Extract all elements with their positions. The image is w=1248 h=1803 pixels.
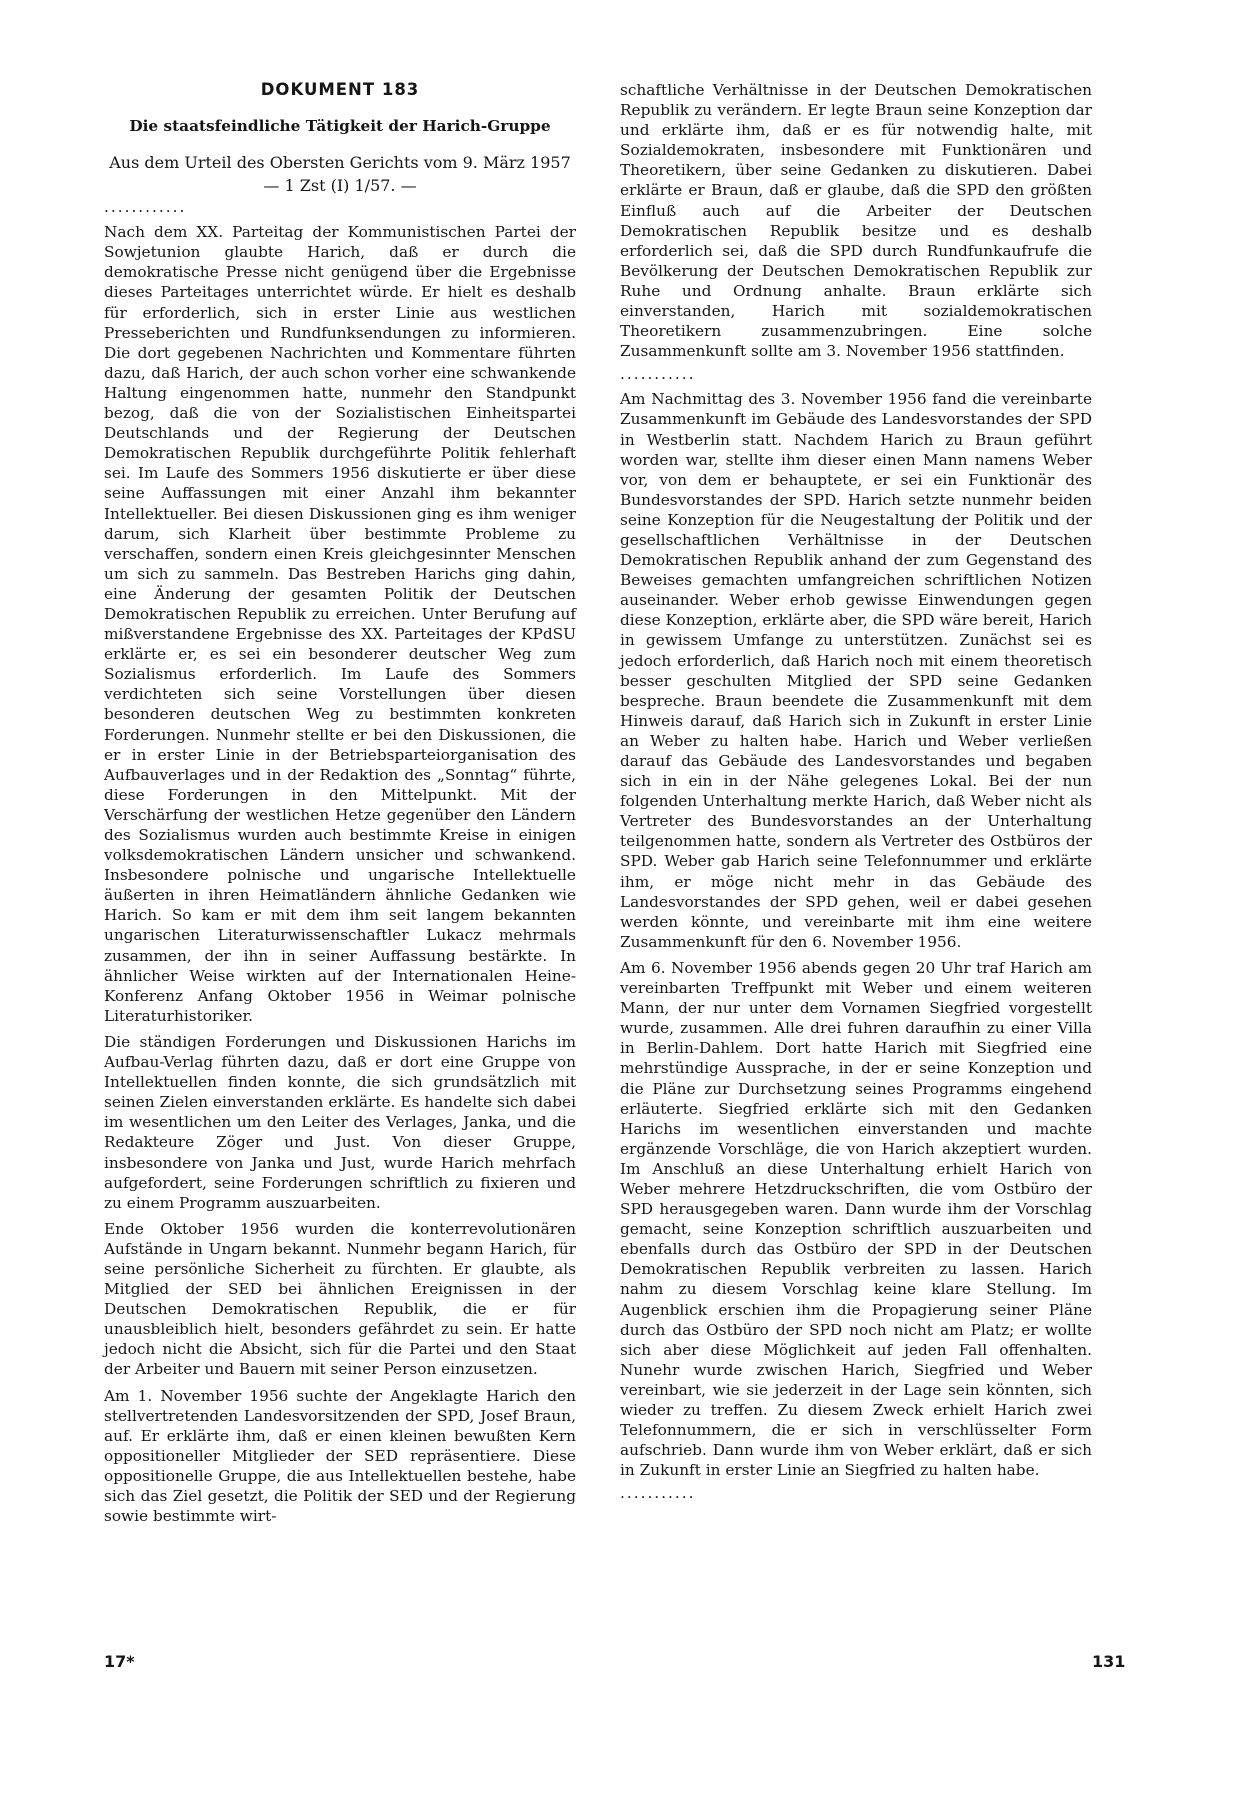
document-subtitle: Die staatsfeindliche Tätigkeit der Harich-Gruppe xyxy=(129,117,551,136)
paragraph-continuation: schaftliche Verhältnisse in der Deutschen Demokratischen Republik zu verändern. Er legte Braun seine Konzeption dar und erklärte ihm, daß er es für notwendig halte, mit Sozialdemokraten, insbesondere mit Funktionären und Theoretikern, über seine Gedanken zu diskutieren. Dabei erklärte er Braun, daß er glaube, daß die SPD den größten Einfluß auch auf die Arbeiter der Deutschen Demokratischen Republik besitze und es deshalb erforderlich sei, daß die SPD durch Rundfunkaufrufe die Bevölkerung der Deutschen Demokratischen Republik zur Ruhe und Ordnung anhalte. Braun erklärte sich einverstanden, Harich mit sozialdemokratischen Theoretikern zusammenzubringen. Eine solche Zusammenkunft sollte am 3. November 1956 stattfinden. xyxy=(620,81,1092,361)
sheet-signature: 17* xyxy=(104,1652,135,1671)
ellipsis-divider: ............ xyxy=(104,198,187,217)
ellipsis-divider: ........... xyxy=(620,365,696,384)
source-line-2: — 1 Zst (I) 1/57. — xyxy=(263,176,417,196)
paragraph: Die ständigen Forderungen und Diskussionen Harichs im Aufbau-Verlag führten dazu, daß er dort eine Gruppe von Intellektuellen finden konnte, die sich grundsätzlich mit seinen Zielen einverstanden erklärte. Es handelte sich dabei im wesentlichen um den Leiter des Verlages, Janka, und die Redakteure Zöger und Just. Von dieser Gruppe, insbesondere von Janka und Just, wurde Harich mehrfach aufgefordert, seine Forderungen schriftlich zu fixieren und zu einem Programm auszuarbeiten. xyxy=(104,1032,576,1212)
paragraph: Ende Oktober 1956 wurden die konterrevolutionären Aufstände in Ungarn bekannt. Nunmehr begann Harich, für seine persönliche Sicherheit zu fürchten. Er glaubte, als Mitglied der SED bei ähnlichen Ereignissen in der Deutschen Demokratischen Republik, die er für unausbleiblich hielt, besonders gefährdet zu sein. Er hatte jedoch nicht die Absicht, sich für die Partei und den Staat der Arbeiter und Bauern mit seiner Person einzusetzen. xyxy=(104,1219,576,1379)
right-column xyxy=(620,80,1092,1508)
document-title: DOKUMENT 183 xyxy=(260,80,420,99)
paragraph: Nach dem XX. Parteitag der Kommunistischen Partei der Sowjetunion glaubte Harich, daß er durch die demokratische Presse nicht genügend über die Ergebnisse dieses Parteitages unterrichtet würde. Er hielt es deshalb für erforderlich, sich in erster Linie aus westlichen Presseberichten und Rundfunksendungen zu informieren. Die dort gegebenen Nachrichten und Kommentare führten dazu, daß Harich, der auch schon vorher eine schwankende Haltung eingenommen hatte, nunmehr den Standpunkt bezog, daß die von der Sozialistischen Einheitspartei Deutschlands und der Regierung der Deutschen Demokratischen Republik durchgeführte Politik fehlerhaft sei. Im Laufe des Sommers 1956 diskutierte er über diese seine Auffassungen mit einer Anzahl ihm bekannter Intellektueller. Bei diesen Diskussionen ging es ihm weniger darum, sich Klarheit über bestimmte Probleme zu verschaffen, sondern einen Kreis gleichgesinnter Menschen um sich zu sammeln. Das Bestreben Harichs ging dahin, eine Änderung der gesamten Politik der Deutschen Demokratischen Republik zu erreichen. Unter Berufung auf mißverstandene Ergebnisse des XX. Parteitages der KPdSU erklärte er, es sei ein besonderer deutscher Weg zum Sozialismus erforderlich. Im Laufe des Sommers verdichteten sich seine Vorstellungen über diesen besonderen deutschen Weg zu bestimmten konkreten Forderungen. Nunmehr stellte er bei den Diskussionen, die er in erster Linie in der Betriebsparteiorganisation des Aufbauverlages und in der Redaktion des „Sonntag“ führte, diese Forderungen in den Mittelpunkt. Mit der Verschärfung der westlichen Hetze gegenüber den Ländern des Sozialismus wurden auch bestimmte Kreise in einigen volksdemokratischen Ländern unsicher und schwankend. Insbesondere polnische und ungarische Intellektuelle äußerten in ihren Heimatländern ähnliche Gedanken wie Harich. So kam er mit dem ihm seit langem bekannten ungarischen Literaturwissenschaftler Lukacz mehrmals zusammen, der ihn in seiner Auffassung bestärkte. In ähnlicher Weise wirkten auf der Internationalen Heine-Konferenz Anfang Oktober 1956 in Weimar polnische Literaturhistoriker. xyxy=(104,223,576,1025)
paragraph: Am 1. November 1956 suchte der Angeklagte Harich den stellvertretenden Landesvorsitzenden der SPD, Josef Braun, auf. Er erklärte ihm, daß er einen kleinen bewußten Kern oppositioneller Mitglieder der SED repräsentiere. Diese oppositionelle Gruppe, die aus Intellektuellen bestehe, habe sich das Ziel gesetzt, die Politik der SED und der Regierung sowie bestimmte wirt- xyxy=(104,1386,576,1526)
page-number: 131 xyxy=(1092,1652,1126,1671)
source-line-1: Aus dem Urteil des Obersten Gerichts vom 9. März 1957 xyxy=(109,153,571,173)
paragraph: Am Nachmittag des 3. November 1956 fand die vereinbarte Zusammenkunft im Gebäude des Landesvorstandes der SPD in Westberlin statt. Nachdem Harich zu Braun geführt worden war, stellte ihm dieser einen Mann namens Weber vor, von dem er behauptete, er sei ein Funktionär des Bundesvorstandes der SPD. Harich setzte nunmehr beiden seine Konzeption für die Neugestaltung der Politik und der gesellschaftlichen Verhältnisse in der Deutschen Demokratischen Republik anhand der zum Gegenstand des Beweises gemachten umfangreichen schriftlichen Notizen auseinander. Weber erhob gewisse Einwendungen gegen diese Konzeption, erklärte aber, die SPD wäre bereit, Harich in gewissem Umfange zu unterstützen. Zunächst sei es jedoch erforderlich, daß Harich noch mit einem theoretisch besser geschulten Mitglied der SPD seine Gedanken bespreche. Braun beendete die Zusammenkunft mit dem Hinweis darauf, daß Harich sich in Zukunft in erster Linie an Weber zu halten habe. Harich und Weber verließen darauf das Gebäude des Landesvorstandes und begaben sich in ein in der Nähe gelegenes Lokal. Bei der nun folgenden Unterhaltung merkte Harich, daß Weber nicht als Vertreter des Bundesvorstandes an der Unterhaltung teilgenommen hatte, sondern als Vertreter des Ostbüros der SPD. Weber gab Harich seine Telefonnummer und erklärte ihm, er möge nicht mehr in das Gebäude des Landesvorstandes der SPD gehen, weil er dabei gesehen werden könnte, und vereinbarte mit ihm eine weitere Zusammenkunft für den 6. November 1956. xyxy=(620,390,1092,951)
left-column xyxy=(104,78,576,1532)
ellipsis-divider: ........... xyxy=(620,1484,696,1503)
paragraph: Am 6. November 1956 abends gegen 20 Uhr traf Harich am vereinbarten Treffpunkt mit Weber und einem weiteren Mann, der nur unter dem Vornamen Siegfried vorgestellt wurde, zusammen. Alle drei fuhren daraufhin zu einer Villa in Berlin-Dahlem. Dort hatte Harich mit Siegfried eine mehrstündige Aussprache, in der er seine Konzeption und die Pläne zur Durchsetzung seines Programms eingehend erläuterte. Siegfried erklärte sich mit den Gedanken Harichs im wesentlichen einverstanden und machte ergänzende Vorschläge, die von Harich akzeptiert wurden. Im Anschluß an diese Unterhaltung erhielt Harich von Weber mehrere Hetzdruckschriften, die vom Ostbüro der SPD herausgegeben waren. Dann wurde ihm der Vorschlag gemacht, seine Konzeption schriftlich auszuarbeiten und ebenfalls durch das Ostbüro der SPD in der Deutschen Demokratischen Republik verbreiten zu lassen. Harich nahm zu diesem Vorschlag keine klare Stellung. Im Augenblick erschien ihm die Propagierung seiner Pläne durch das Ostbüro der SPD noch nicht am Platz; er wollte sich aber diese Möglichkeit auf jeden Fall offenhalten. Nunehr wurde zwischen Harich, Siegfried und Weber vereinbart, wie sie jederzeit in der Lage sein könnten, sich wieder zu treffen. Zu diesem Zweck erhielt Harich zwei Telefonnummern, die er sich in verschlüsselter Form aufschrieb. Dann wurde ihm von Weber erklärt, daß er sich in Zukunft in erster Linie an Siegfried zu halten habe. xyxy=(620,958,1092,1480)
